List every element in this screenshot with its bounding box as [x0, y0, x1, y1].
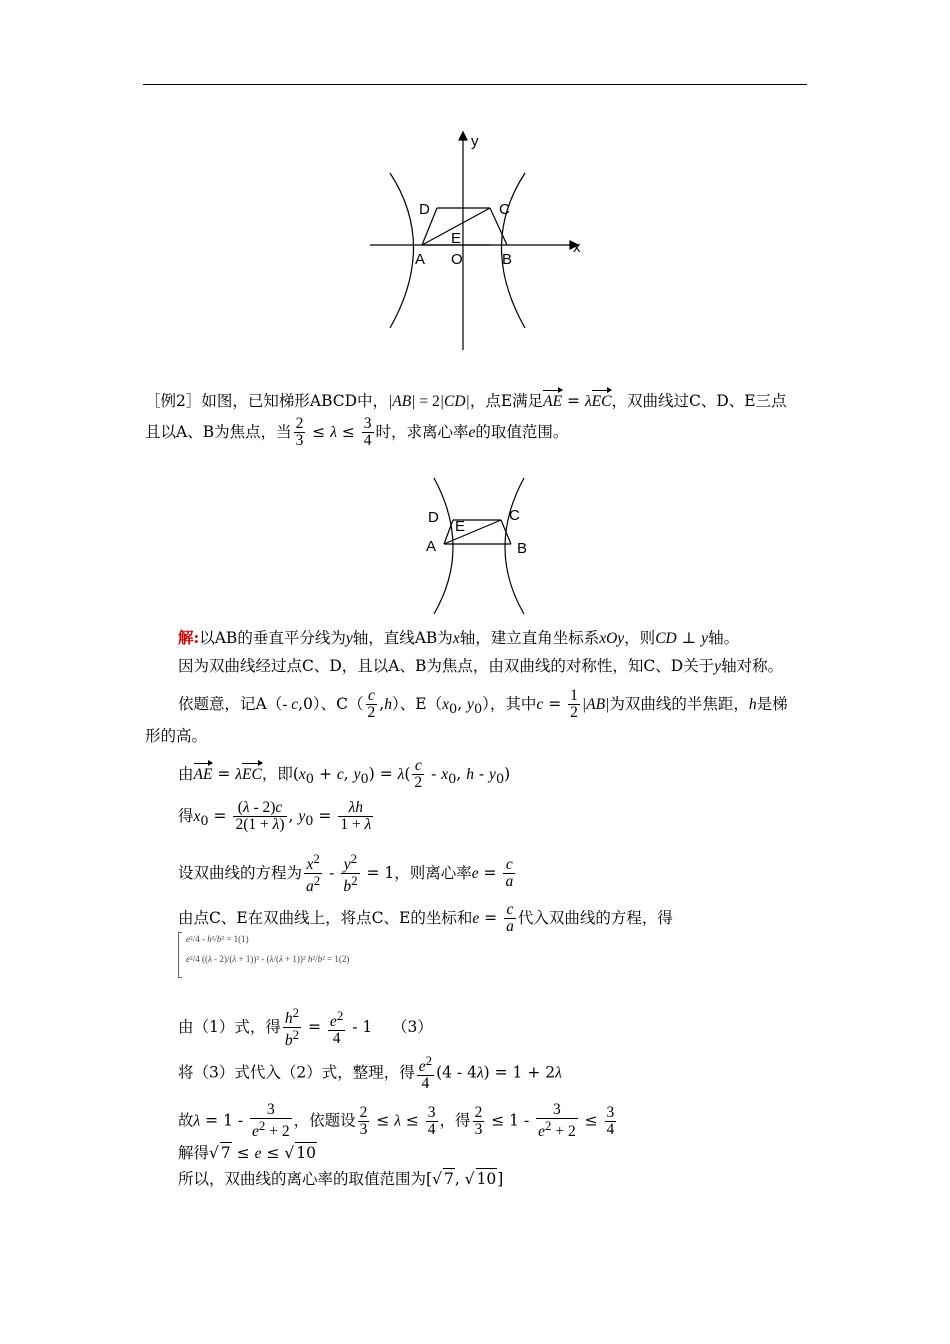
figure-trapezoid [420, 474, 540, 616]
fig1-label-b: B [502, 251, 513, 268]
solution-label: 解: [178, 628, 200, 647]
solution-line-1: 解:以AB的垂直平分线为y轴，直线AB为x轴，建立直角坐标系xOy，则CD ⊥ y轴。 [178, 628, 740, 647]
fig1-label-x: x [573, 239, 581, 256]
fig1-label-e: E [451, 230, 462, 247]
header-rule [143, 84, 807, 85]
solution-line-10: 将（3）式代入（2）式，整理，得 $\frac{e^2}{4}$ (4 - 4λ) = 1 + 2λ [178, 1053, 562, 1093]
fig1-label-c: C [499, 201, 510, 218]
solution-line-4: 形的高。 [145, 727, 208, 745]
figure-hyperbola-axes [365, 128, 590, 353]
solution-line-6: 得$x_0$ = $\frac{(\lambda - 2)c}{2(1 + \lambda)}$ , $y_0$ = $\frac{\lambda h}{1 + \lambda}$ [178, 799, 372, 834]
solution-line-5: 由AE = λEC，即($x_0 + c$, $y_0) = \lambda$( $\frac{c}{2}$ - $x_0$, h - $y_0$) [178, 757, 511, 792]
fig1-label-d: D [419, 201, 430, 218]
problem-line-2: 且以A、B为焦点，当 $\frac{2}{3}$ ≤ λ ≤ $\frac{3}{4}$ 时，求离心率e的取值范围。 [145, 415, 569, 450]
fig1-label-a: A [415, 251, 426, 268]
solution-line-12: 解得√ 7 ≤ e ≤ √ 10 [178, 1144, 316, 1162]
solution-line-8: 由点C、E在双曲线上，将点C、E的坐标和e = $\frac{c}{a}$ 代入双曲线的方程，得 [178, 901, 673, 936]
fig2-label-c: C [509, 507, 520, 524]
problem-line-1: ［例2］如图，已知梯形ABCD中，|AB| = 2|CD|，点E满足AE = λEC，双曲线过C、D、E三点 [145, 392, 787, 410]
solution-line-13: 所以，双曲线的离心率的取值范围为[√ 7, √ 10] [178, 1170, 504, 1188]
fig1-label-y: y [471, 133, 479, 150]
fig2-label-b: B [517, 540, 528, 557]
solution-line-11: 故λ = 1 - $\frac{3}{e^2 + 2}$ ，依题设 $\frac{2}{3}$ ≤ λ ≤ $\frac{3}{4}$ ，得 $\frac{2}{3}$ ≤ 1 - $\frac{3}{e^2 + 2}$ ≤ $\frac{3}{4}$ [178, 1101, 615, 1141]
fig2-label-d: D [428, 509, 439, 526]
fig1-label-o: O [451, 251, 463, 268]
solution-line-2: 因为双曲线经过点C、D，且以A、B为焦点，由双曲线的对称性，知C、D关于y轴对称。 [178, 657, 784, 675]
fig2-label-a: A [426, 538, 437, 555]
fig2-label-e: E [455, 518, 466, 535]
solution-line-9: 由（1）式，得 $\frac{h^2}{b^2}$ = $\frac{e^2}{4}$ - 1 （3） [178, 1005, 433, 1050]
solution-line-3: 依题意，记A（- c,0）、C（ $\frac{c}{2}$ ,h）、$E(x_0$, $y_0$），其中c = $\frac{1}{2}$ |AB|为双曲线的半焦距，h是梯 [178, 687, 788, 722]
solution-line-7: 设双曲线的方程为 $\frac{x^2}{a^2}$ - $\frac{y^2}{b^2}$ = 1，则离心率e = $\frac{c}{a}$ [178, 851, 514, 896]
example-tag: ［例2］ [145, 392, 202, 410]
